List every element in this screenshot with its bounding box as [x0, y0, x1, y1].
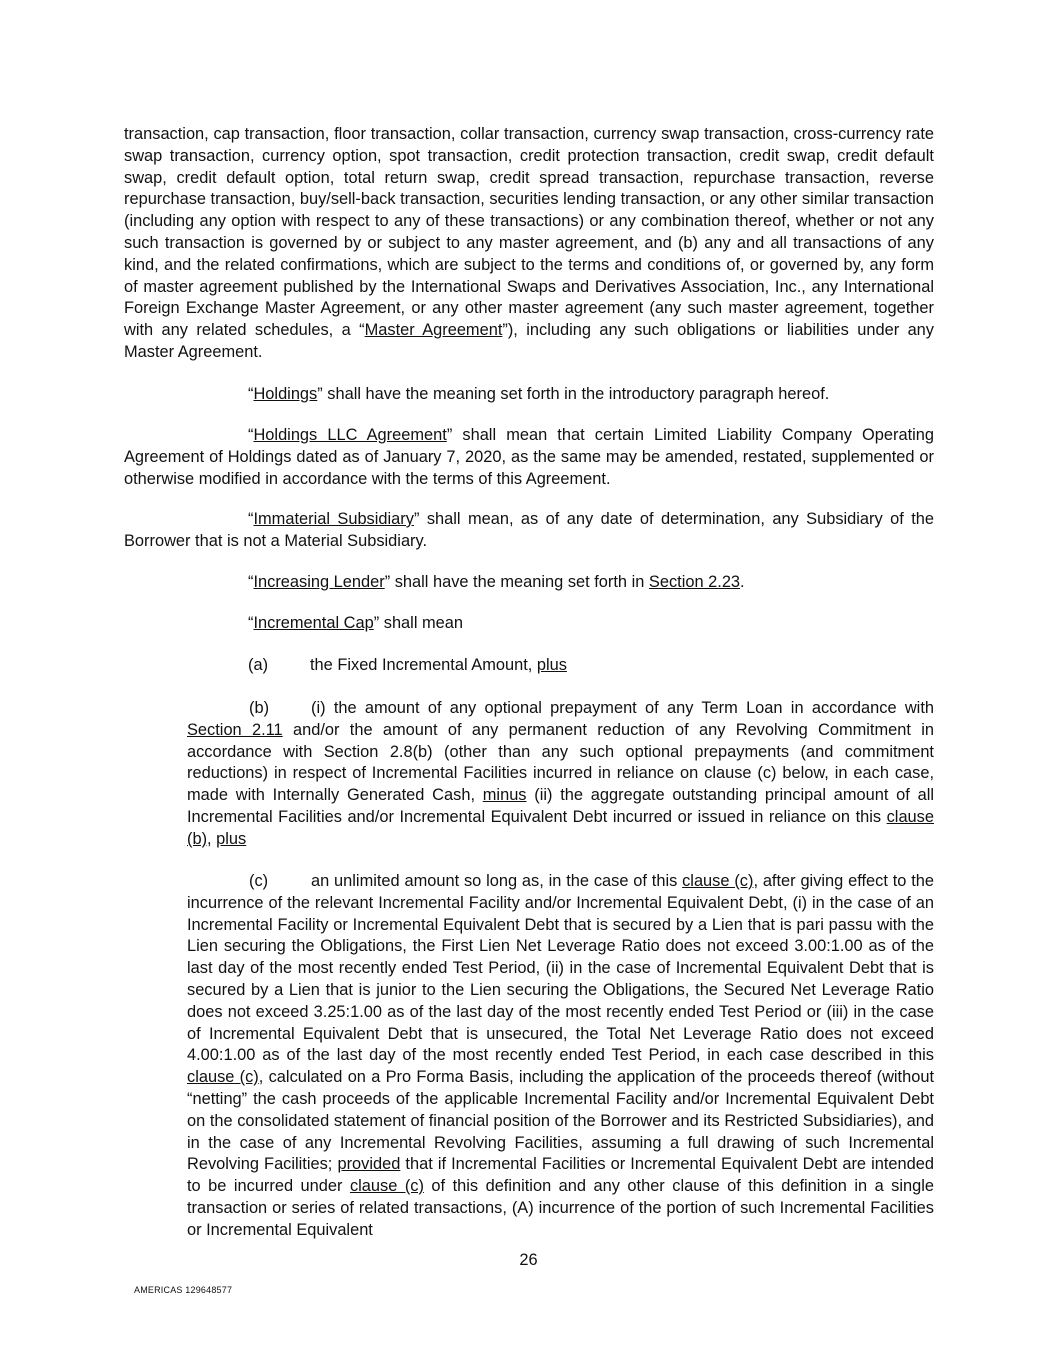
clause-label: (c) [249, 872, 269, 890]
text: transaction, cap transaction, floor transaction, collar transaction, currency swap transaction, cross-currency rate swap transaction, currency option, spot transaction, credit protection transaction, credit swap, credit default swap, credit default option, total return swap, credit spread transaction, repurchase transaction, reverse repurchase transaction, buy/sell-back transaction, securities lending transaction, or any other similar transaction (including any option with respect to any of these transactions) or any combination thereof, whether or not any such transaction is governed by or subject to any master agreement, and (b) any and all transactions of any kind, and the related confirmations, which are subject to the terms and conditions of, or governed by, any form of master agreement published by the International Swaps and Derivatives Association, Inc., any International Foreign Exchange Master Agreement, or any other master agreement (any such master agreement, together with any related schedules, a “ [124, 125, 934, 340]
definition-holdings-llc-agreement: “Holdings LLC Agreement” shall mean that certain Limited Liability Company Operating Agreement of Holdings dated as of January 7, 2020, as the same may be amended, restated, supplemented or otherwise modified in accordance with the terms of this Agreement. [124, 426, 935, 488]
definition-holdings: “Holdings” shall have the meaning set forth in the introductory paragraph hereof. [248, 385, 830, 403]
definition-incremental-cap: “Incremental Cap” shall mean [248, 614, 464, 632]
clause-c: (c) an unlimited amount so long as, in the case of this clause (c), after giving effect to the incurrence of the relevant Incremental Facility and/or Incremental Equivalent Debt, (i) in the case of an Incremental Facility or Incremental Equivalent Debt that is secured by a Lien that is pari passu with the Lien securing the Obligations, the First Lien Net Leverage Ratio does not exceed 3.00:1.00 as of the last day of the most recently ended Test Period, (ii) in the case of Incremental Equivalent Debt that is secured by a Lien that is junior to the Lien securing the Obligations, the Secured Net Leverage Ratio does not exceed 3.25:1.00 as of the last day of the most recently ended Test Period or (iii) in the case of Incremental Equivalent Debt that is unsecured, the Total Net Leverage Ratio does not exceed 4.00:1.00 as of the last day of the most recently ended Test Period, in each case described in this clause (c), calculated on a Pro Forma Basis, including the application of the proceeds thereof (without “netting” the cash proceeds of the applicable Incremental Facility and/or Incremental Equivalent Debt on the consolidated statement of financial position of the Borrower and its Restricted Subsidiaries), and in the case of any Incremental Revolving Facilities, assuming a full drawing of such Incremental Revolving Facilities; provided that if Incremental Facilities or Incremental Equivalent Debt are intended to be incurred under clause (c) of this definition and any other clause of this definition in a single transaction or series of related transactions, (A) incurrence of the portion of such Incremental Facilities or Incremental Equivalent [187, 872, 935, 1239]
cross-reference-section-2-11: Section 2.11 [187, 720, 283, 739]
paragraph-swap-definition-continued [124, 124, 934, 364]
defined-term-holdings: Holdings [253, 385, 318, 403]
cross-reference-section-2-23: Section 2.23 [648, 573, 741, 591]
page-number: 26 [519, 1251, 538, 1269]
defined-term-master-agreement: Master Agreement [364, 321, 503, 340]
clause-label: (b) [249, 699, 270, 717]
definition-immaterial-subsidiary: “Immaterial Subsidiary” shall mean, as of any date of determination, any Subsidiary of the Borrower that is not a Material Subsidiary. [124, 510, 935, 550]
clause-a: (a) the Fixed Incremental Amount, plus [124, 655, 934, 677]
defined-term-immaterial-subsidiary: Immaterial Subsidiary [253, 510, 414, 528]
clause-label: (a) [248, 656, 269, 674]
defined-term-increasing-lender: Increasing Lender [253, 573, 385, 591]
cross-reference-clause-b: clause (b) [187, 807, 934, 848]
cross-reference-clause-c: clause (c) [187, 1068, 259, 1087]
definition-increasing-lender: “Increasing Lender” shall have the meaning set forth in Section 2.23. [248, 573, 745, 591]
defined-term-holdings-llc-agreement: Holdings LLC Agreement [253, 426, 447, 444]
clause-b: (b) (i) the amount of any optional prepayment of any Term Loan in accordance with Section 2.11 and/or the amount of any permanent reduction of any Revolving Commitment in accordance with Section 2.8(b) (other than any such optional prepayments (and commitment reductions) in respect of Incremental Facilities incurred in reliance on clause (c) below, in each case, made with Internally Generated Cash, minus (ii) the aggregate outstanding principal amount of all Incremental Facilities and/or Incremental Equivalent Debt incurred or issued in reliance on this clause (b), plus [187, 699, 934, 848]
text: ”), including any such obligations or liabilities under any Master Agreement. [124, 321, 934, 361]
cross-reference-clause-c: clause (c) [682, 872, 754, 890]
document-footer-id: AMERICAS 129648577 [134, 1285, 233, 1295]
defined-term-incremental-cap: Incremental Cap [253, 614, 374, 632]
cross-reference-clause-c: clause (c) [349, 1177, 424, 1196]
